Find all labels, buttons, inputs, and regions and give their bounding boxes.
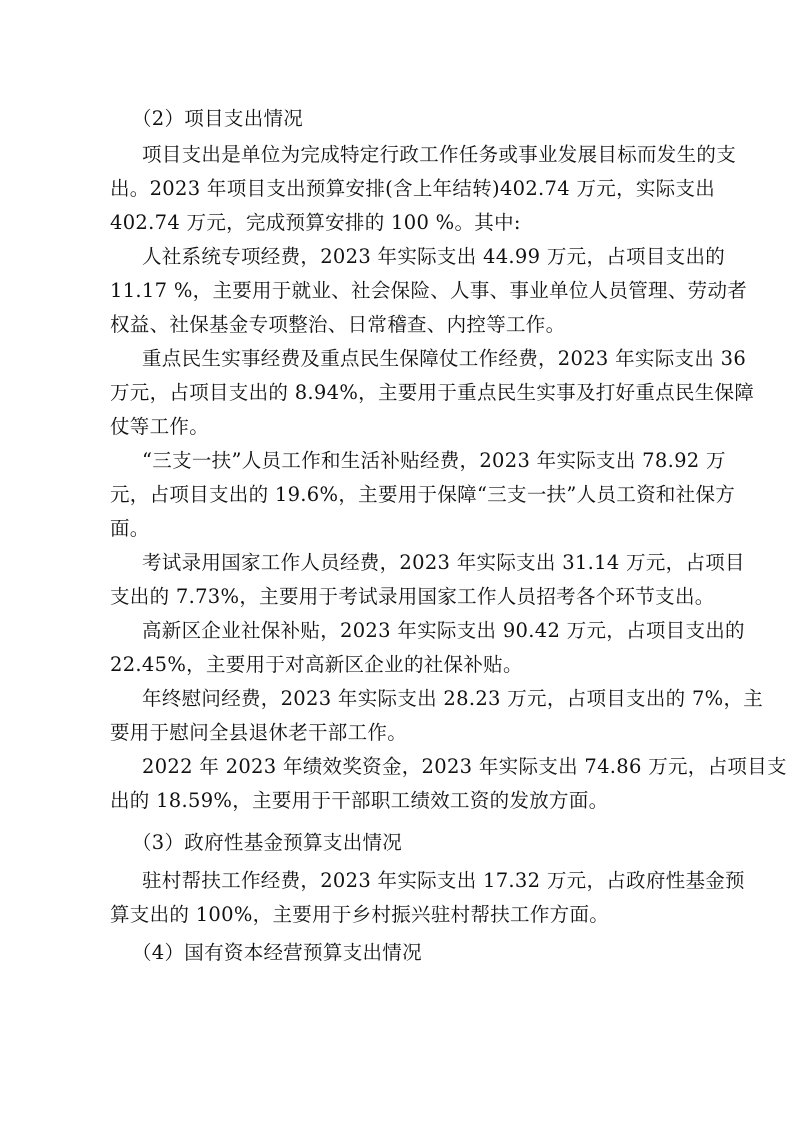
paragraph-line: 年终慰问经费，2023 年实际支出 28.23 万元，占项目支出的 7%，主 — [142, 687, 764, 710]
paragraph-line: 11.17 %，主要用于就业、社会保险、人事、事业单位人员管理、劳动者 — [110, 279, 748, 302]
paragraph-line: 2022 年 2023 年绩效奖资金，2023 年实际支出 74.86 万元，占项目支 — [142, 755, 787, 778]
paragraph-line: 支出的 7.73%，主要用于考试录用国家工作人员招考各个环节支出。 — [110, 585, 715, 608]
heading-project-expenditure — [110, 102, 700, 136]
paragraph-line: 要用于慰问全县退休老干部工作。 — [110, 721, 408, 744]
paragraph-line: 算支出的 100%，主要用于乡村振兴驻村帮扶工作方面。 — [110, 903, 610, 926]
heading-government-fund — [110, 826, 700, 860]
heading-text: （3）政府性基金预算支出情况 — [132, 831, 403, 854]
paragraph-village-assistance — [110, 864, 745, 932]
paragraph-livelihood — [110, 342, 755, 444]
paragraph-line: 权益、社保基金专项整治、日常稽查、内控等工作。 — [110, 313, 566, 336]
paragraph-exam-recruitment — [110, 546, 745, 614]
paragraph-line: 万元，占项目支出的 8.94%，主要用于重点民生实事及打好重点民生保障 — [110, 381, 755, 404]
paragraph-line: 22.45%，主要用于对高新区企业的社保补贴。 — [110, 653, 523, 676]
paragraph-line: 驻村帮扶工作经费，2023 年实际支出 17.32 万元，占政府性基金预 — [142, 869, 745, 892]
paragraph-line: 出的 18.59%，主要用于干部职工绩效工资的发放方面。 — [110, 789, 609, 812]
paragraph-line: 高新区企业社保补贴，2023 年实际支出 90.42 万元，占项目支出的 — [142, 619, 745, 642]
paragraph-line: 项目支出是单位为完成特定行政工作任务或事业发展目标而发生的支 — [142, 143, 737, 166]
paragraph-sanzhi-yifu — [110, 444, 736, 546]
paragraph-line: 重点民生实事经费及重点民生保障仗工作经费，2023 年实际支出 36 — [142, 347, 747, 370]
paragraph-performance-bonus — [110, 750, 787, 818]
heading-text: （4）国有资本经营预算支出情况 — [132, 941, 422, 964]
heading-state-capital — [110, 936, 700, 970]
paragraph-line: 402.74 万元，完成预算安排的 100 %。其中: — [110, 211, 521, 234]
paragraph-line: 面。 — [110, 517, 150, 540]
paragraph-line: “三支一扶”人员工作和生活补贴经费，2023 年实际支出 78.92 万 — [142, 449, 726, 472]
paragraph-line: 考试录用国家工作人员经费，2023 年实际支出 31.14 万元，占项目 — [142, 551, 745, 574]
paragraph-line: 出。2023 年项目支出预算安排(含上年结转)402.74 万元，实际支出 — [110, 177, 716, 200]
paragraph-hr-system — [110, 240, 748, 342]
paragraph-line: 元，占项目支出的 19.6%，主要用于保障“三支一扶”人员工资和社保方 — [110, 483, 736, 506]
paragraph-project-intro — [110, 138, 737, 240]
heading-text: （2）项目支出情况 — [132, 107, 304, 130]
paragraph-line: 仗等工作。 — [110, 415, 210, 438]
paragraph-yearend-visit — [110, 682, 764, 750]
paragraph-hightech-subsidy — [110, 614, 745, 682]
paragraph-line: 人社系统专项经费，2023 年实际支出 44.99 万元，占项目支出的 — [142, 245, 726, 268]
